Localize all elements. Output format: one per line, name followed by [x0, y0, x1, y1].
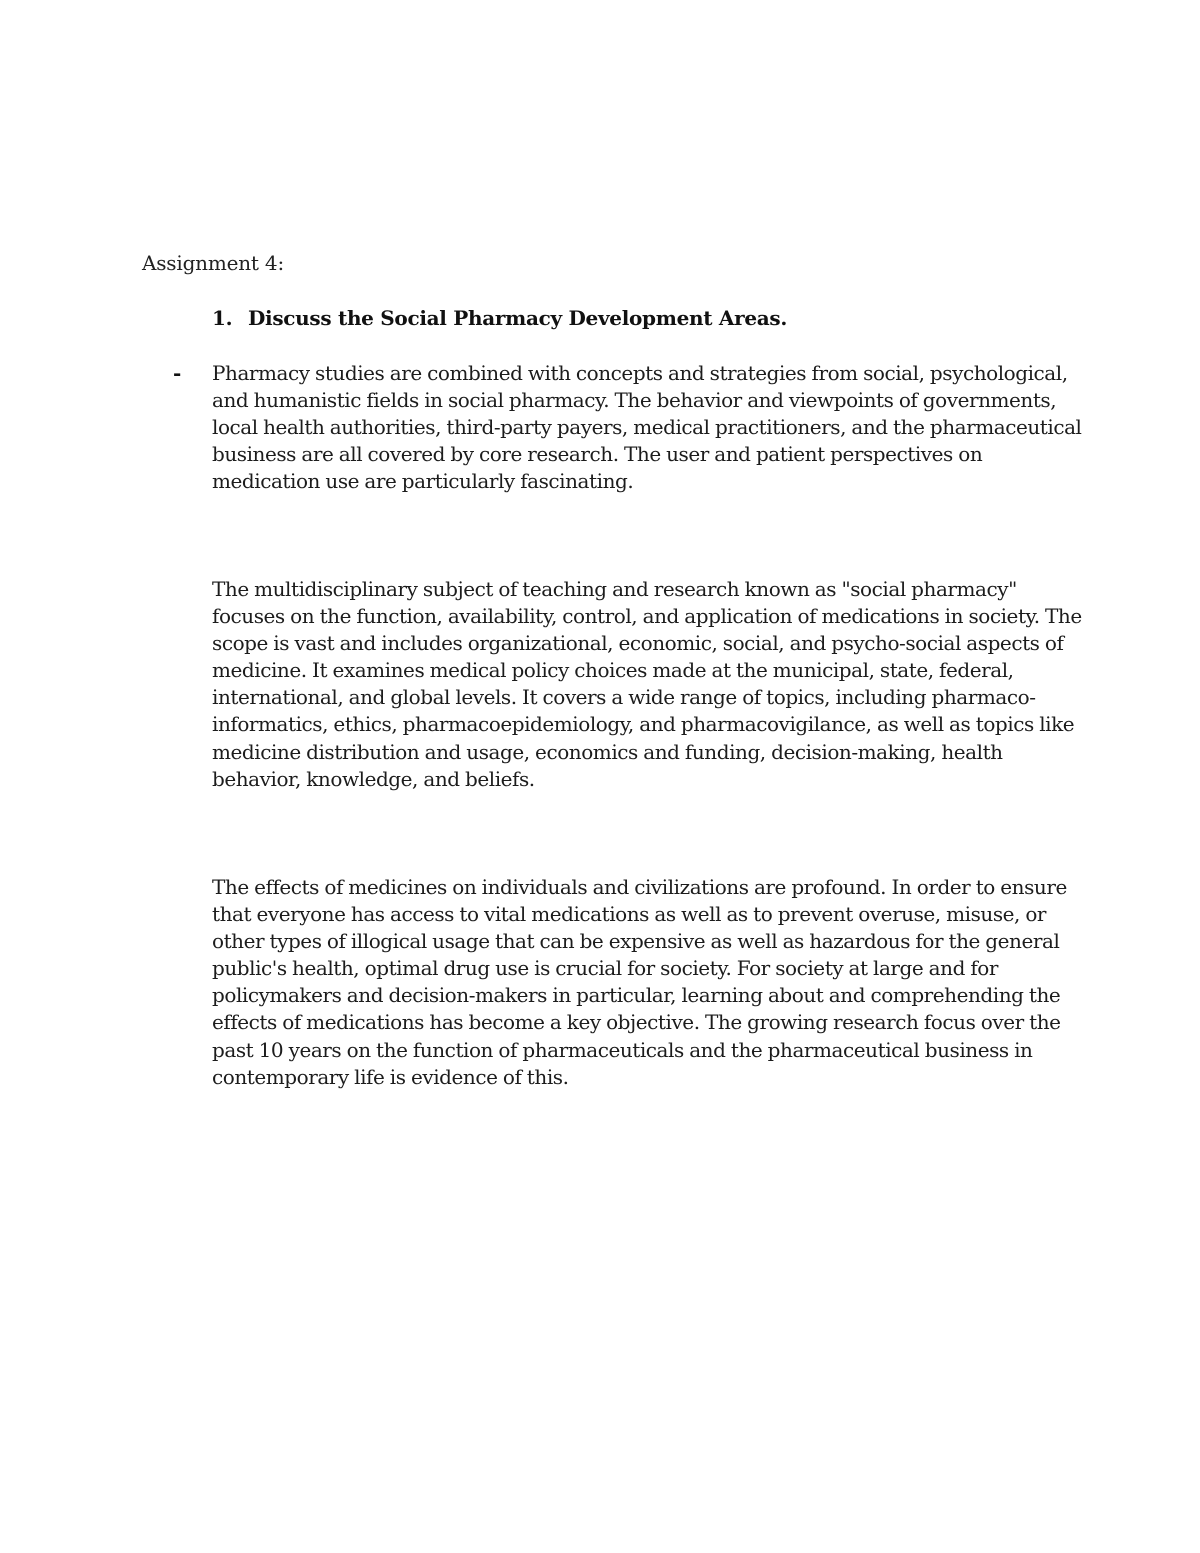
paragraph-1: Pharmacy studies are combined with concepts and strategies from social, psychological, and humanistic fields in social pharmacy. The behavior and viewpoints of governments, local health authorities, third-party payers, medical practitioners, and the pharmaceutical business are all covered by core research. The user and patient perspectives on medication use are particularly fascinating.: [212, 361, 1082, 494]
paragraph-2: The multidisciplinary subject of teaching and research known as "social pharmacy" focuses on the function, availability, control, and application of medications in society. The scope is vast and includes organizational, economic, social, and psycho-social aspects of medicine. It examines medical policy choices made at the municipal, state, federal, international, and global levels. It covers a wide range of topics, including pharmaco-informatics, ethics, pharmacoepidemiology, and pharmacovigilance, as well as topics like medicine distribution and usage, economics and funding, decision-making, health behavior, knowledge, and beliefs.: [212, 577, 1082, 791]
question-number: 1.: [212, 306, 233, 330]
assignment-title: Assignment 4:: [142, 251, 284, 275]
bullet-dash: -: [173, 361, 182, 385]
question-text: Discuss the Social Pharmacy Development Areas.: [248, 306, 788, 330]
question-heading: [212, 305, 787, 332]
paragraph-3: The effects of medicines on individuals and civilizations are profound. In order to ensure that everyone has access to vital medications as well as to prevent overuse, misuse, or other types of illogical usage that can be expensive as well as hazardous for the general public's health, optimal drug use is crucial for society. For society at large and for policymakers and decision-makers in particular, learning about and comprehending the effects of medications has become a key objective. The growing research focus over the past 10 years on the function of pharmaceuticals and the pharmaceutical business in contemporary life is evidence of this.: [212, 875, 1067, 1089]
